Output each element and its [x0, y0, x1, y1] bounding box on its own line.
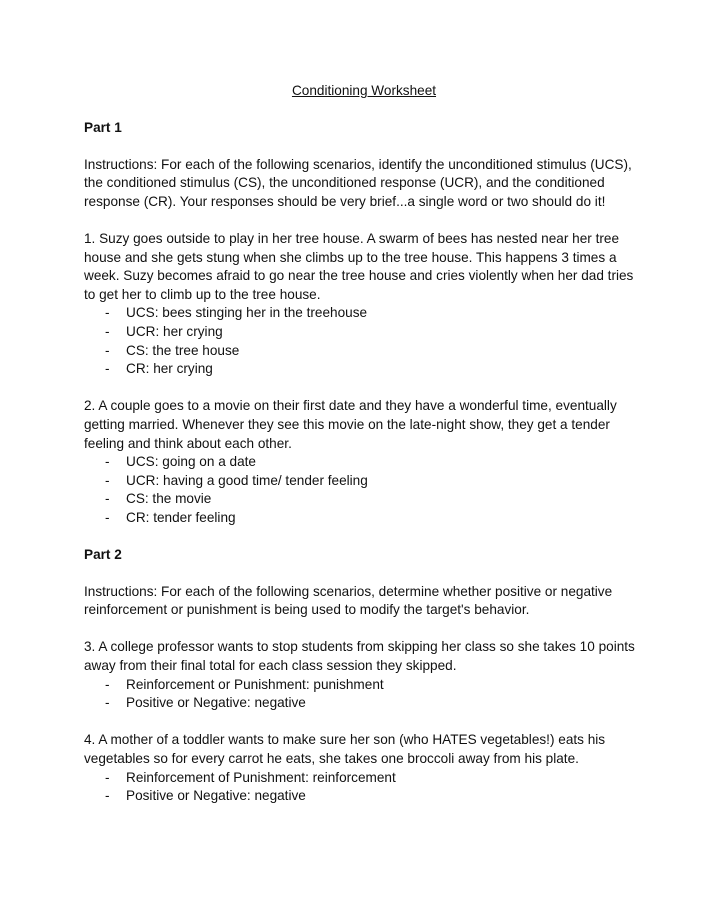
bullet-dash: -: [105, 454, 110, 470]
answer-text: UCR: having a good time/ tender feeling: [126, 472, 368, 488]
answer-text: CS: the movie: [126, 491, 212, 507]
answer-item: [84, 787, 644, 806]
answer-item: [84, 323, 644, 342]
question-3-text: 3. A college professor wants to stop students from skipping her class so she takes 10 points away from their final total for each class session they skipped.: [84, 639, 635, 674]
worksheet-title: Conditioning Worksheet: [291, 83, 437, 98]
answer-text: Positive or Negative: negative: [126, 788, 306, 804]
spacer: [84, 713, 644, 732]
part1-heading: Part 1: [84, 120, 122, 135]
spacer: [84, 138, 644, 156]
question-2-answers: [84, 453, 644, 527]
answer-item: [84, 342, 644, 361]
answer-item: [84, 304, 644, 323]
answer-item: [84, 472, 644, 491]
answer-text: CS: the tree house: [126, 342, 240, 358]
answer-item: [84, 453, 644, 472]
question-3-answers: [84, 676, 644, 713]
question-2: [84, 397, 644, 527]
worksheet-page: [84, 82, 644, 806]
bullet-dash: -: [105, 491, 110, 507]
part2-instructions: Instructions: For each of the following scenarios, determine whether positive or negative reinforcement or punishment is being used to modify the target's behavior.: [84, 583, 613, 618]
bullet-dash: -: [105, 509, 110, 525]
spacer: [84, 620, 644, 639]
bullet-dash: -: [105, 472, 110, 488]
answer-item: [84, 769, 644, 788]
bullet-dash: -: [105, 676, 110, 692]
answer-text: UCS: going on a date: [126, 454, 256, 470]
part2-heading: Part 2: [84, 547, 122, 563]
answer-text: UCS: bees stinging her in the treehouse: [126, 305, 368, 321]
spacer: [84, 565, 644, 583]
question-4: [84, 731, 644, 805]
bullet-dash: -: [105, 361, 110, 377]
question-1-text: 1. Suzy goes outside to play in her tree house. A swarm of bees has nested near her tree house and she gets stung when she climbs up to the tree house. This happens 3 times a week. Suzy becomes afraid to go near the tree house and cries violently when her dad tries to get her to climb up to the tree house.: [84, 230, 634, 302]
bullet-dash: -: [105, 695, 110, 711]
spacer: [84, 211, 644, 230]
part1-instructions: Instructions: For each of the following scenarios, identify the unconditioned stimulus (UCS), the conditioned stimulus (CS), the unconditioned response (UCR), and the conditioned response (CR). Your responses should be very brief...a single word or two should do it!: [84, 156, 632, 209]
bullet-dash: -: [105, 769, 110, 785]
question-4-text: 4. A mother of a toddler wants to make sure her son (who HATES vegetables!) eats his vegetables so for every carrot he eats, she takes one broccoli away from his plate.: [84, 732, 606, 766]
question-2-text: 2. A couple goes to a movie on their first date and they have a wonderful time, eventually getting married. Whenever they see this movie on the late-night show, they get a tender feeling and think about each other.: [84, 398, 617, 451]
answer-item: [84, 694, 644, 713]
answer-item: [84, 360, 644, 379]
question-1: [84, 230, 644, 379]
spacer: [84, 379, 644, 398]
question-3: [84, 638, 644, 712]
bullet-dash: -: [105, 323, 110, 339]
answer-text: Reinforcement or Punishment: punishment: [126, 676, 384, 692]
answer-item: [84, 490, 644, 509]
answer-item: [84, 676, 644, 695]
bullet-dash: -: [105, 305, 110, 321]
spacer: [84, 527, 644, 546]
answer-text: CR: tender feeling: [126, 509, 236, 525]
answer-text: UCR: her crying: [126, 323, 223, 339]
answer-text: Reinforcement of Punishment: reinforcement: [126, 769, 396, 785]
spacer: [84, 101, 644, 119]
bullet-dash: -: [105, 788, 110, 804]
answer-item: [84, 509, 644, 528]
answer-text: Positive or Negative: negative: [126, 695, 306, 711]
question-4-answers: [84, 769, 644, 806]
bullet-dash: -: [105, 342, 110, 358]
answer-text: CR: her crying: [126, 361, 213, 377]
question-1-answers: [84, 304, 644, 378]
